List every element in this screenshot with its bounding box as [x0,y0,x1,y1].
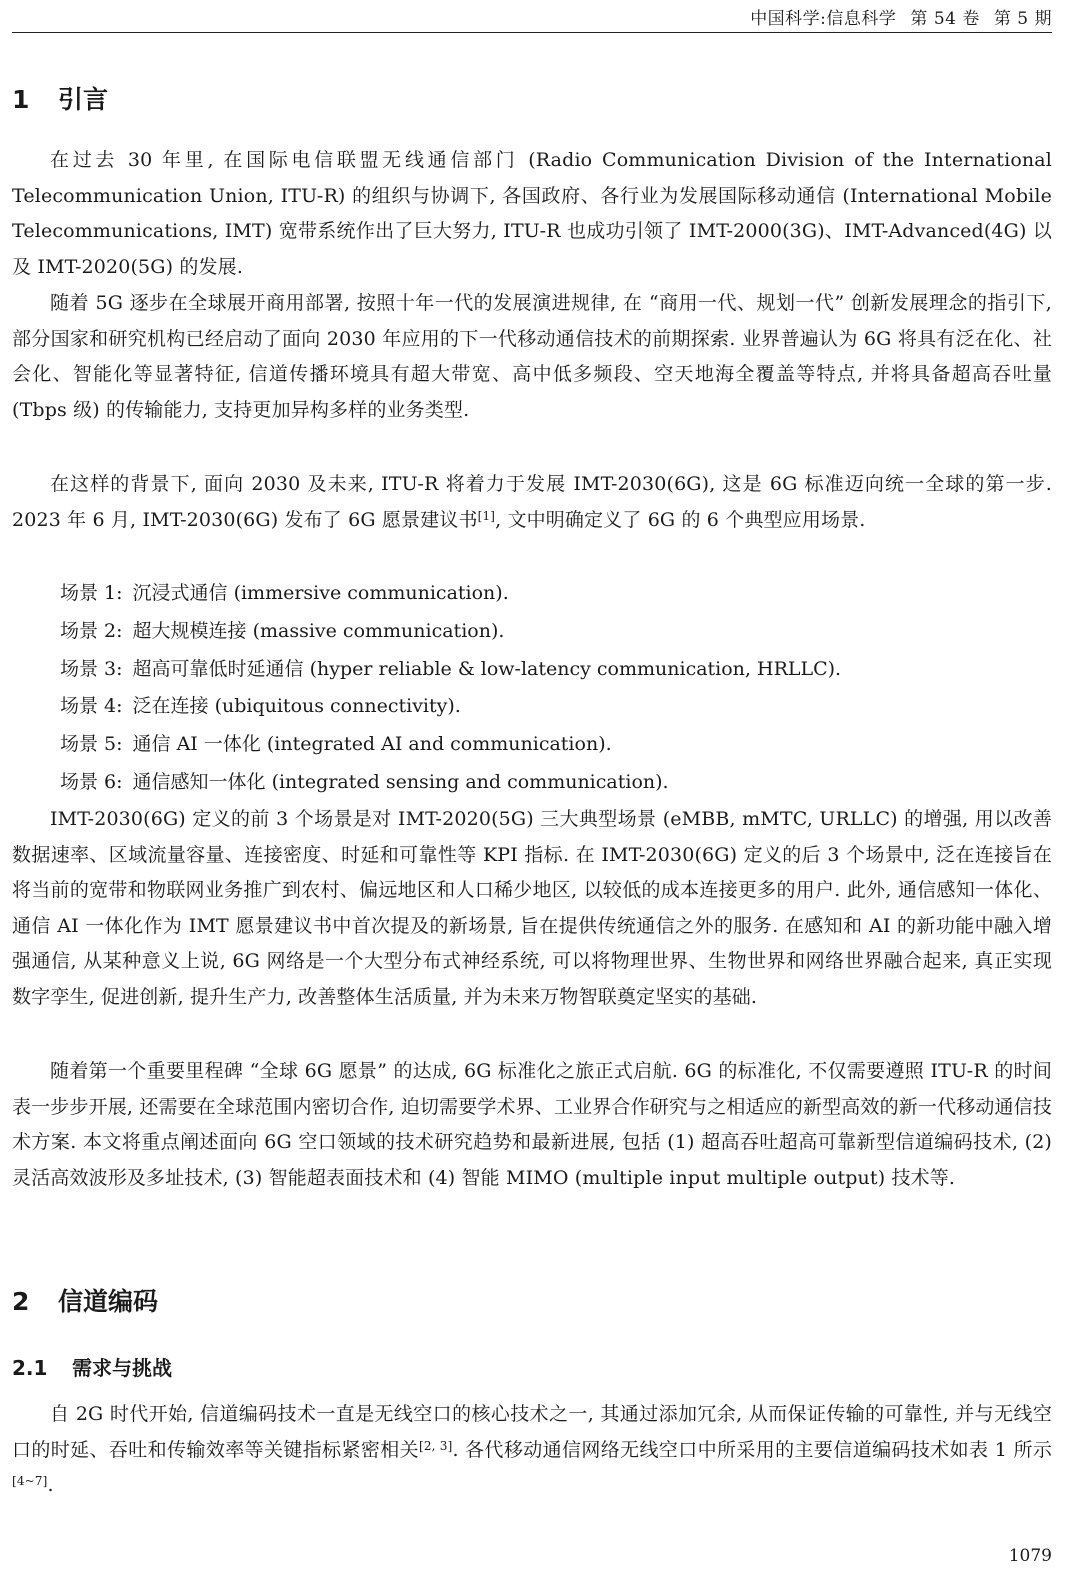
section-number: 2 [12,1287,30,1316]
journal-name: 中国科学:信息科学 [750,9,897,29]
paragraph-text: . 各代移动通信网络无线空口中所采用的主要信道编码技术如表 1 所示 [452,1438,1052,1461]
page-number: 1079 [1008,1546,1052,1566]
running-head [736,4,1052,29]
scenario-label: 场景 4: [60,695,123,717]
paragraph: 在过去 30 年里, 在国际电信联盟无线通信部门 (Radio Communication Division of the International Telecommunication Union, ITU-R) 的组织与协调下, 各国政府、各行业为发展国际移动通信 (International Mobile Telecommunications, IMT) 宽带系统作出了巨大努力, ITU-R 也成功引领了 IMT-2000(3G)、IMT-Advanced(4G) 以及 IMT-2020(5G) 的发展. [12,149,1052,278]
scenario-label: 场景 2: [60,620,123,642]
citation: [2, 3] [419,1438,453,1453]
section-title: 引言 [58,85,109,114]
subsection-number: 2.1 [12,1356,48,1380]
paragraph: 随着 5G 逐步在全球展开商用部署, 按照十年一代的发展演进规律, 在 “商用一代、规划一代” 创新发展理念的指引下, 部分国家和研究机构已经启动了面向 2030 年应用的下一代移动通信技术的前期探索. 业界普遍认为 6G 将具有泛在化、社会化、智能化等显著特征, 信道传播环境具有超大带宽、高中低多频段、空天地海全覆盖等特点, 并将具备超高吞吐量 (Tbps 级) 的传输能力, 支持更加异构多样的业务类型. [12,292,1052,421]
paragraph [12,467,1052,538]
scenario-label: 场景 6: [60,771,123,793]
section-heading [12,1282,158,1318]
section-heading [12,80,108,116]
subsection-heading [12,1352,172,1381]
paragraph-text: 自 2G 时代开始, 信道编码技术一直是无线空口的核心技术之一, 其通过添加冗余, 从而保证传输的可靠性, 并与无线空口的时延、吞吐和传输效率等关键指标紧密相关 [12,1403,1052,1461]
paragraph-text: . [47,1474,54,1497]
section-number: 1 [12,85,30,114]
scenario-item [60,765,669,801]
paragraph: IMT-2030(6G) 定义的前 3 个场景是对 IMT-2020(5G) 三大典型场景 (eMBB, mMTC, URLLC) 的增强, 用以改善数据速率、区域流量容量、连接密度、时延和可靠性等 KPI 指标. 在 IMT-2030(6G) 定义的后 3 个场景中, 泛在连接旨在将当前的宽带和物联网业务推广到农村、偏远地区和人口稀少地区, 以较低的成本连接更多的用户. 此外, 通信感知一体化、通信 AI 一体化作为 IMT 愿景建议书中首次提及的新场景, 旨在提供传统通信之外的服务. 在感知和 AI 的新功能中融入增强通信, 从某种意义上说, 6G 网络是一个大型分布式神经系统, 可以将物理世界、生物世界和网络世界融合起来, 真正实现数字孪生, 促进创新, 提升生产力, 改善整体生活质量, 并为未来万物智联奠定坚实的基础. [12,808,1052,1008]
scenario-text: 沉浸式通信 (immersive communication). [132,582,509,604]
paragraph-text: 在这样的背景下, 面向 2030 及未来, ITU-R 将着力于发展 IMT-2030(6G), 这是 6G 标准迈向统一全球的第一步. 2023 年 6 月, IMT-2030(6G) 发布了 6G 愿景建议书 [12,473,1052,531]
citation: [1] [477,508,496,523]
scenario-text: 超高可靠低时延通信 (hyper reliable & low-latency communication, HRLLC). [132,658,842,680]
scenario-item [60,614,504,650]
header-rule [12,32,1052,33]
paper-page [12,0,1052,1580]
paragraph: 随着第一个重要里程碑 “全球 6G 愿景” 的达成, 6G 标准化之旅正式启航. 6G 的标准化, 不仅需要遵照 ITU-R 的时间表一步步开展, 还需要在全球范围内密切合作, 迫切需要学术界、工业界合作研究与之相适应的新型高效的新一代移动通信技术方案. 本文将重点阐述面向 6G 空口领域的技术研究趋势和最新进展, 包括 (1) 超高吞吐超高可靠新型信道编码技术, (2) 灵活高效波形及多址技术, (3) 智能超表面技术和 (4) 智能 MIMO (multiple input multiple output) 技术等. [12,1060,1052,1189]
scenario-item [60,727,612,763]
scenario-text: 超大规模连接 (massive communication). [132,620,505,642]
scenario-text: 通信 AI 一体化 (integrated AI and communication). [132,733,612,755]
scenario-text: 通信感知一体化 (integrated sensing and communication). [132,771,669,793]
paragraph-text: , 文中明确定义了 6G 的 6 个典型应用场景. [495,508,866,531]
scenario-item [60,689,461,725]
scenario-text: 泛在连接 (ubiquitous connectivity). [132,695,461,717]
scenario-item [60,652,841,688]
citation: [4~7] [12,1474,48,1489]
scenario-label: 场景 3: [60,658,123,680]
section-title: 信道编码 [58,1287,159,1316]
paragraph [12,1397,1052,1504]
volume-label: 第 54 卷 [910,9,980,29]
scenario-label: 场景 5: [60,733,123,755]
scenario-label: 场景 1: [60,582,123,604]
issue-label: 第 5 期 [993,9,1052,29]
subsection-title: 需求与挑战 [72,1356,172,1380]
scenario-item [60,576,509,612]
